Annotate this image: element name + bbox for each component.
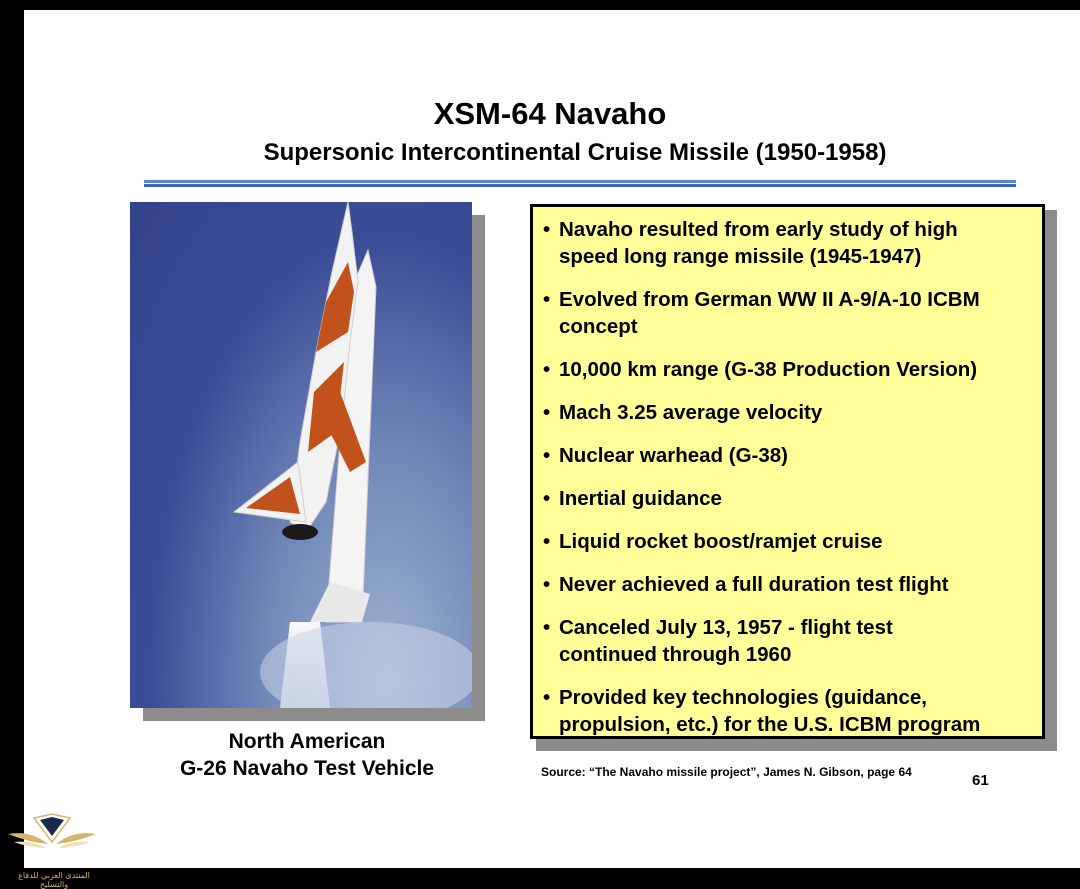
bullet-line-2: propulsion, etc.) for the U.S. ICBM program [559,713,981,736]
bullet-item [543,684,1036,738]
title-divider [144,180,1016,187]
watermark-line-2: المنتدى العربي للدفاع والتسليح [18,871,90,889]
bullet-line-1: Canceled July 13, 1957 - flight test [559,616,893,639]
bullet-glyph: • [543,487,551,510]
bullet-box [530,204,1045,739]
bullet-text [559,286,980,340]
bullet-text: Nuclear warhead (G-38) [559,444,788,467]
bullet-line-2: continued through 1960 [559,643,792,666]
bullet-glyph: • [543,444,551,467]
caption-line-1: North American [228,730,386,753]
bullet-item [543,286,1036,340]
bullet-item [543,399,1036,426]
bullet-item [543,485,1036,512]
caption-line-2: G-26 Navaho Test Vehicle [179,757,435,780]
photo-caption [130,728,484,782]
bullet-glyph: • [543,401,551,424]
bullet-text: Inertial guidance [559,487,722,510]
bullet-glyph: • [543,288,551,311]
bullet-line-1: Evolved from German WW II A-9/A-10 ICBM [559,288,980,311]
bullet-glyph: • [543,616,551,639]
bullet-item [543,442,1036,469]
bullet-item [543,571,1036,598]
bullet-glyph: • [543,686,551,709]
navaho-launch-photo [130,202,472,708]
bullet-glyph: • [543,573,551,596]
bullet-line-2: concept [559,315,638,338]
page-number: 61 [972,772,989,789]
bullet-list [543,216,1036,738]
slide-title: XSM-64 Navaho [433,96,667,131]
bullet-line-1: Provided key technologies (guidance, [559,686,927,709]
bullet-glyph: • [543,218,551,241]
engine-nozzle [282,524,318,540]
bullet-line-1: Navaho resulted from early study of high [559,218,958,241]
bullet-glyph: • [543,530,551,553]
bullet-line-2: speed long range missile (1945-1947) [559,245,922,268]
slide-subtitle: Supersonic Intercontinental Cruise Missile (1950-1958) [263,139,887,166]
navaho-missile-illustration [130,202,472,708]
bullet-text [559,216,958,270]
source-citation: Source: “The Navaho missile project”, James N. Gibson, page 64 [541,765,912,779]
bullet-text [559,684,980,738]
bullet-item [543,356,1036,383]
bullet-text: Liquid rocket boost/ramjet cruise [559,530,883,553]
bullet-item [543,528,1036,555]
bullet-glyph: • [543,358,551,381]
bullet-text: 10,000 km range (G-38 Production Version) [559,358,978,381]
bullet-item [543,614,1036,668]
bullet-text [559,614,893,668]
bullet-item [543,216,1036,270]
bullet-text: Never achieved a full duration test flight [559,573,949,596]
bullet-text: Mach 3.25 average velocity [559,401,823,424]
watermark-line-1: ARAB DEFENSE FORUM [32,851,80,863]
